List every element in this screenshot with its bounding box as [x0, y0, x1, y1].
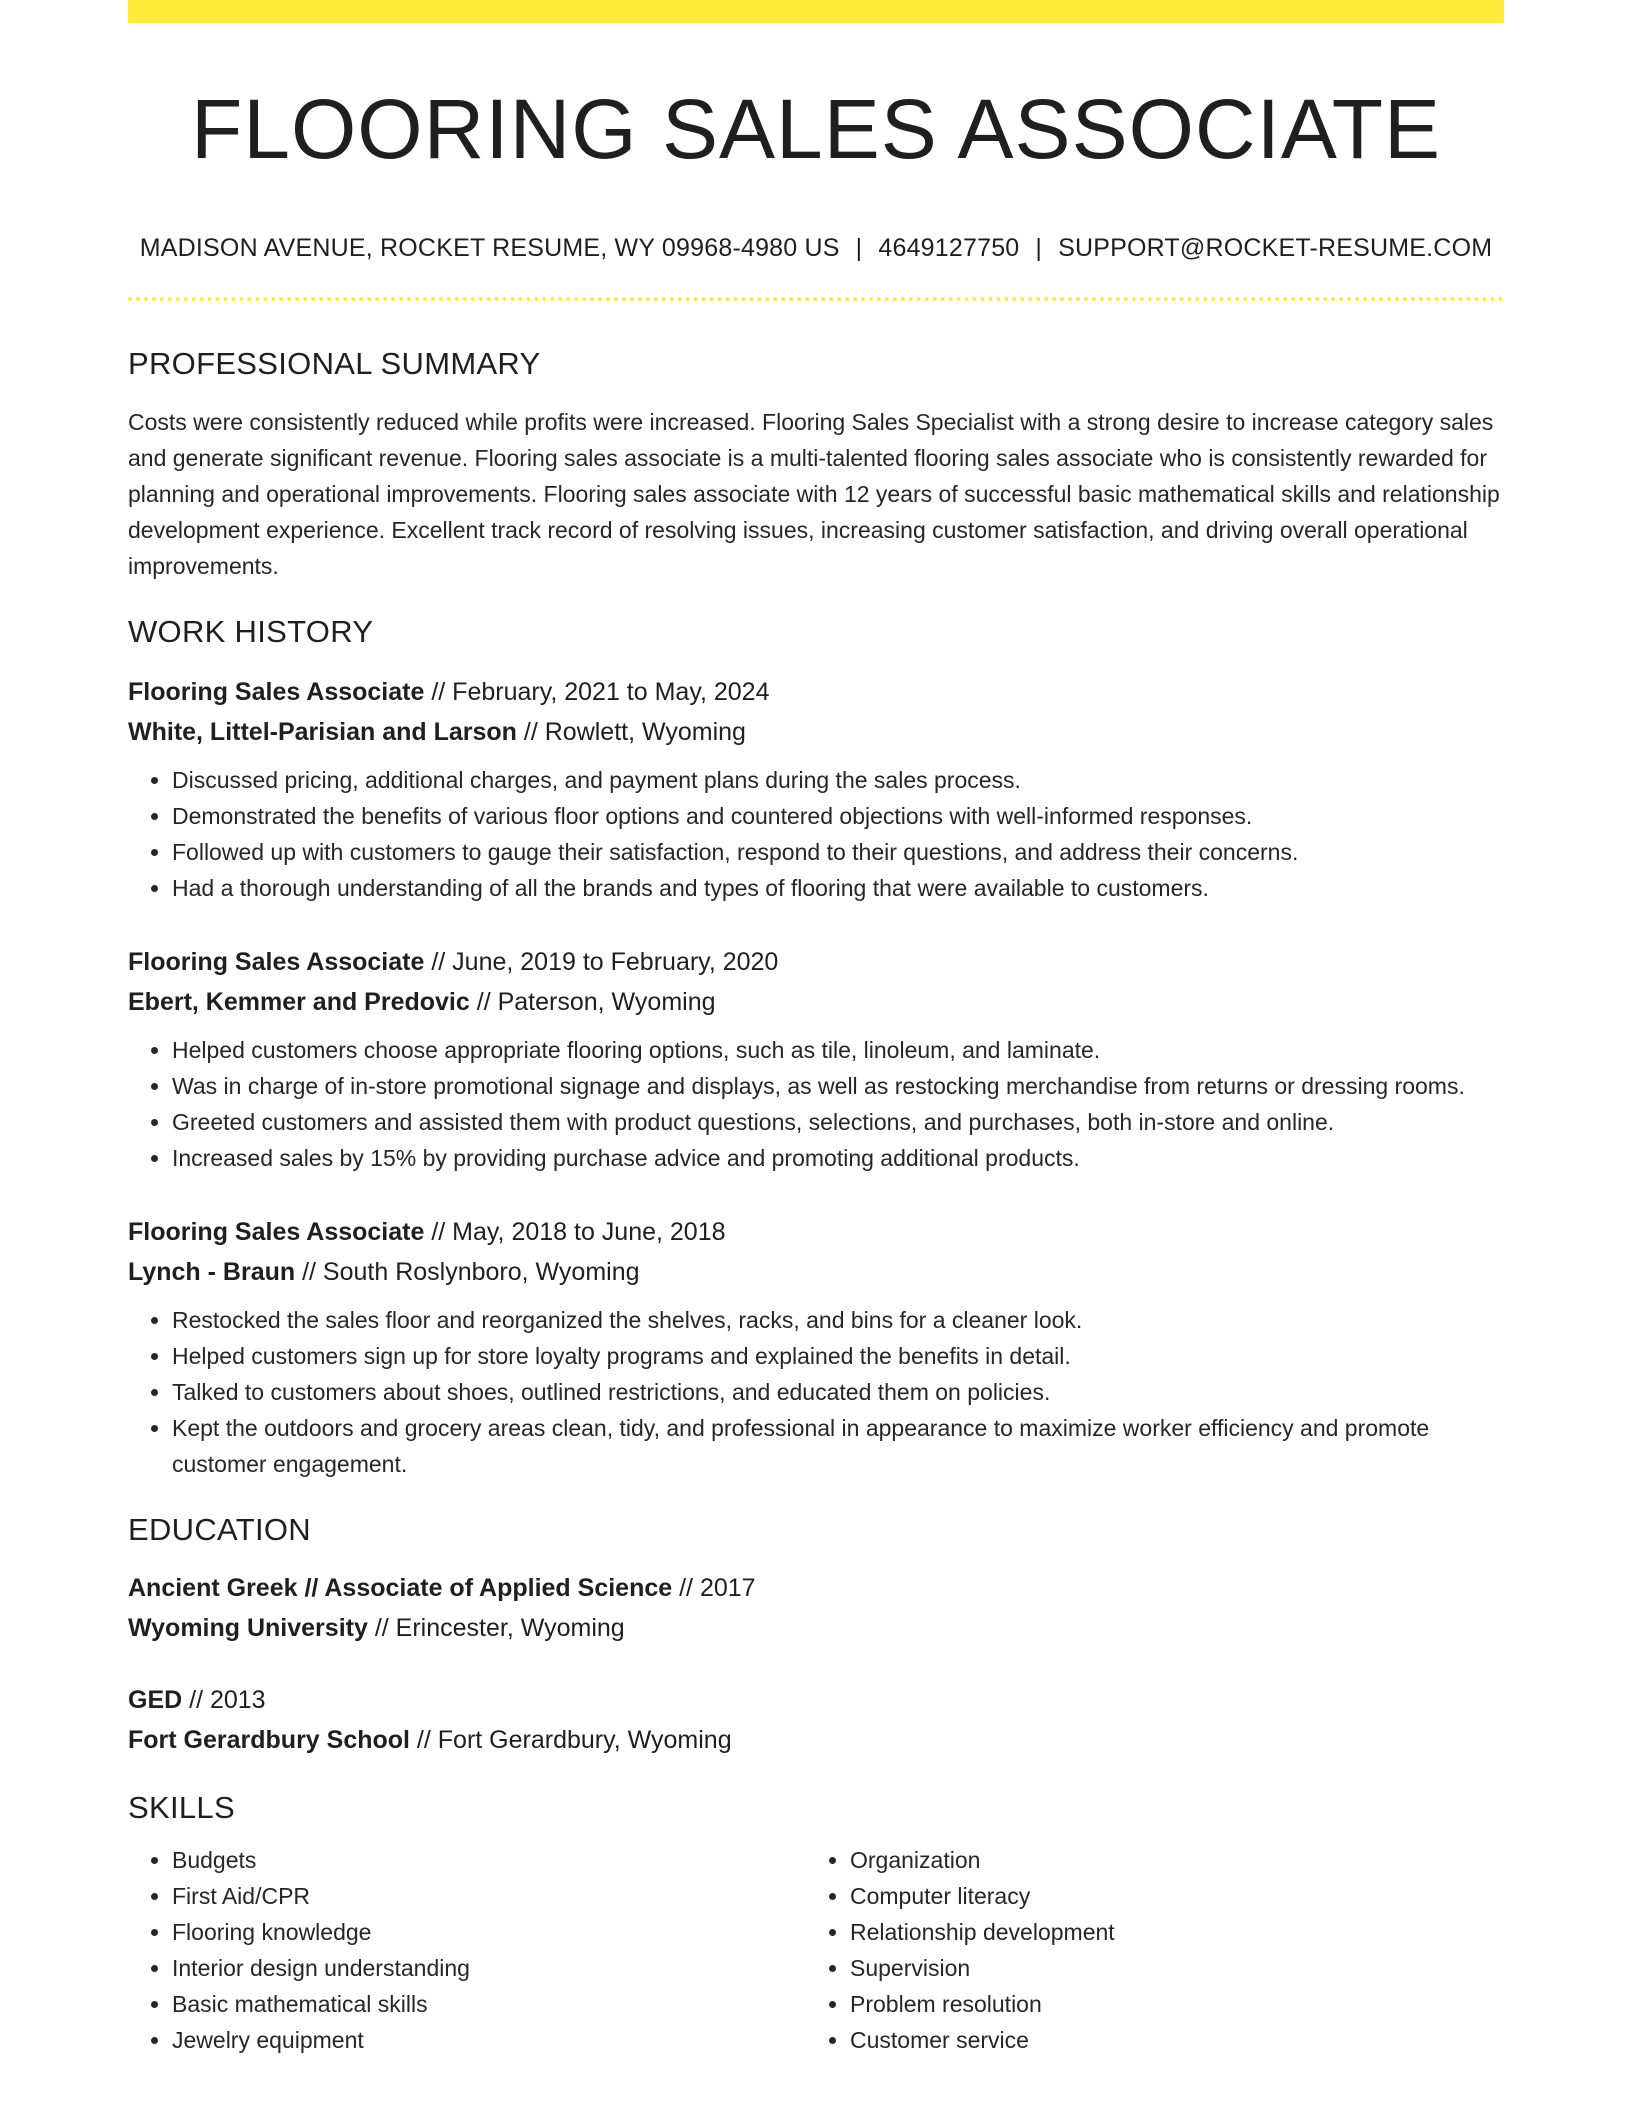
job-bullet: • Followed up with customers to gauge their satisfaction, respond to their questions, and address their concerns. [172, 834, 1504, 870]
job-dates: // June, 2019 to February, 2020 [424, 948, 779, 977]
job-role-line [128, 672, 1504, 712]
education-school-line [128, 1608, 1504, 1648]
section-title-summary: PROFESSIONAL SUMMARY [128, 346, 541, 382]
job-entry [128, 672, 1504, 906]
job-company: White, Littel-Parisian and Larson [128, 718, 517, 747]
job-location: // South Roslynboro, Wyoming [295, 1258, 640, 1287]
job-bullet: • Discussed pricing, additional charges, and payment plans during the sales process. [172, 762, 1504, 798]
job-bullet: • Restocked the sales floor and reorganized the shelves, racks, and bins for a cleaner look. [172, 1302, 1504, 1338]
section-title-education: EDUCATION [128, 1512, 311, 1548]
contact-phone: 4649127750 [878, 234, 1020, 263]
education-location: // Erincester, Wyoming [367, 1614, 625, 1643]
skill-item: • Supervision [850, 1950, 1484, 1986]
job-entry [128, 942, 1504, 1176]
job-bullets [128, 762, 1504, 906]
skill-item: • Jewelry equipment [172, 2022, 806, 2058]
education-degree: GED [128, 1686, 183, 1715]
contact-separator: | [1035, 234, 1043, 263]
job-bullet: • Greeted customers and assisted them with product questions, selections, and purchases, both in-store and online. [172, 1104, 1504, 1140]
dotted-divider [128, 297, 1504, 301]
contact-separator: | [855, 234, 863, 263]
job-bullets [128, 1302, 1504, 1482]
section-title-work-history: WORK HISTORY [128, 614, 374, 650]
education-degree-line [128, 1680, 1504, 1720]
skills-list-right [806, 1842, 1484, 2058]
job-role-line [128, 942, 1504, 982]
education-year: // 2017 [672, 1574, 756, 1603]
skill-item: • Customer service [850, 2022, 1484, 2058]
job-bullet: • Was in charge of in-store promotional signage and displays, as well as restocking merchandise from returns or dressing rooms. [172, 1068, 1504, 1104]
job-company-line [128, 712, 1504, 752]
skills-columns [128, 1842, 1504, 2058]
education-school: Wyoming University [128, 1614, 368, 1643]
education-school: Fort Gerardbury School [128, 1726, 410, 1755]
contact-address: MADISON AVENUE, ROCKET RESUME, WY 09968-4980 US [139, 234, 840, 263]
job-role: Flooring Sales Associate [128, 1218, 425, 1247]
top-accent-bar [128, 0, 1504, 23]
job-bullet: • Demonstrated the benefits of various floor options and countered objections with well-informed responses. [172, 798, 1504, 834]
skill-item: • First Aid/CPR [172, 1878, 806, 1914]
contact-line [128, 233, 1504, 263]
education-year: // 2013 [182, 1686, 266, 1715]
job-bullet: • Helped customers sign up for store loyalty programs and explained the benefits in detail. [172, 1338, 1504, 1374]
job-bullet: • Talked to customers about shoes, outlined restrictions, and educated them on policies. [172, 1374, 1504, 1410]
job-company-line [128, 982, 1504, 1022]
job-location: // Paterson, Wyoming [469, 988, 716, 1017]
section-title-skills: SKILLS [128, 1790, 235, 1826]
job-dates: // May, 2018 to June, 2018 [424, 1218, 726, 1247]
skill-item: • Computer literacy [850, 1878, 1484, 1914]
contact-email: SUPPORT@ROCKET-RESUME.COM [1058, 234, 1493, 263]
job-bullet: • Had a thorough understanding of all the brands and types of flooring that were available to customers. [172, 870, 1504, 906]
education-location: // Fort Gerardbury, Wyoming [409, 1726, 732, 1755]
education-entry [128, 1680, 1504, 1760]
resume-page [128, 0, 1504, 2058]
skill-item: • Interior design understanding [172, 1950, 806, 1986]
job-bullet: • Kept the outdoors and grocery areas clean, tidy, and professional in appearance to maximize worker efficiency and promote customer engagement. [172, 1410, 1504, 1482]
skills-list-left [128, 1842, 806, 2058]
job-bullet: • Increased sales by 15% by providing purchase advice and promoting additional products. [172, 1140, 1504, 1176]
education-entry [128, 1568, 1504, 1648]
resume-title: FLOORING SALES ASSOCIATE [190, 82, 1442, 176]
job-role: Flooring Sales Associate [128, 678, 425, 707]
job-entry [128, 1212, 1504, 1482]
job-company: Lynch - Braun [128, 1258, 296, 1287]
skill-item: • Problem resolution [850, 1986, 1484, 2022]
job-location: // Rowlett, Wyoming [516, 718, 746, 747]
summary-text: Costs were consistently reduced while profits were increased. Flooring Sales Specialist with a strong desire to increase category sales and generate significant revenue. Flooring sales associate is a multi-talented flooring sales associate who is consistently rewarded for planning and operational improvements. Flooring sales associate with 12 years of successful basic mathematical skills and relationship development experience. Excellent track record of resolving issues, increasing customer satisfaction, and driving overall operational improvements. [128, 409, 1500, 580]
job-company: Ebert, Kemmer and Predovic [128, 988, 470, 1017]
job-role-line [128, 1212, 1504, 1252]
job-bullet: • Helped customers choose appropriate flooring options, such as tile, linoleum, and laminate. [172, 1032, 1504, 1068]
education-degree: Ancient Greek // Associate of Applied Science [128, 1574, 673, 1603]
skill-item: • Budgets [172, 1842, 806, 1878]
job-bullets [128, 1032, 1504, 1176]
job-role: Flooring Sales Associate [128, 948, 425, 977]
education-degree-line [128, 1568, 1504, 1608]
education-school-line [128, 1720, 1504, 1760]
skill-item: • Relationship development [850, 1914, 1484, 1950]
skill-item: • Basic mathematical skills [172, 1986, 806, 2022]
job-dates: // February, 2021 to May, 2024 [424, 678, 770, 707]
skill-item: • Flooring knowledge [172, 1914, 806, 1950]
skill-item: • Organization [850, 1842, 1484, 1878]
job-company-line [128, 1252, 1504, 1292]
